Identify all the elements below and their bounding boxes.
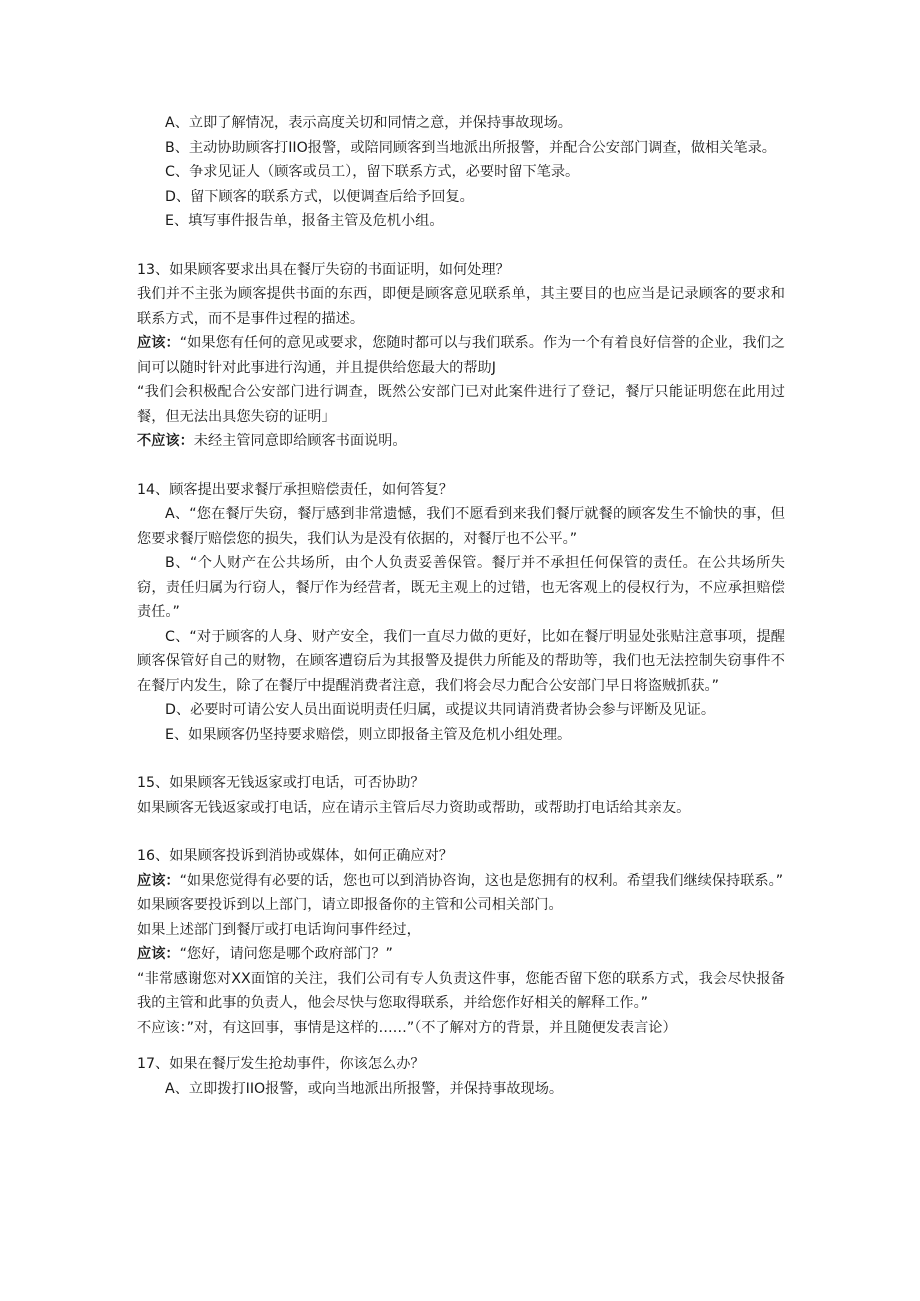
- s13-shouldnt-text: 未经主管同意即给顾客书面说明。: [193, 433, 407, 449]
- s13-quote2: “我们会积极配合公安部门进行调查，既然公安部门已对此案件进行了登记，餐厅只能证明您在此用过餐，但无法出具您失窃的证明」: [137, 384, 785, 425]
- s13-shouldnt: [137, 429, 785, 454]
- s13-body: 我们并不主张为顾客提供书面的东西，即便是顾客意见联系单，其主要目的也应当是记录顾客的要求和联系方式，而不是事件过程的描述。: [137, 286, 785, 327]
- s13-should-label: 应该：: [137, 335, 180, 351]
- s13-shouldnt-label: 不应该：: [137, 433, 194, 449]
- s16-should2-label: 应该：: [137, 946, 180, 962]
- s14-item-a: A、“您在餐厅失窃，餐厅感到非常遗憾，我们不愿看到来我们餐厅就餐的顾客发生不愉快的事，但您要求餐厅赔偿您的损失，我们认为是没有依据的，对餐厅也不公平。”: [137, 506, 785, 547]
- s13-should: [137, 331, 785, 380]
- s13-should-text: “如果您有任何的意见或要求，您随时都可以与我们联系。作为一个有着良好信誉的企业，我们之间可以随时针对此事进行沟通，并且提供给您最大的帮助J: [137, 335, 785, 376]
- s16-quote: “非常感谢您对XX面馆的关注，我们公司有专人负责这件事，您能否留下您的联系方式，我会尽快报备我的主管和此事的负责人，他会尽快与您取得联系，并给您作好相关的解释工作。”: [137, 970, 785, 1011]
- s14-heading: 14、顾客提出要求餐厅承担赔偿责任，如何答复？: [137, 481, 453, 498]
- s12-item-e: E、填写事件报告单，报备主管及危机小组。: [165, 213, 444, 229]
- s16-should2: [137, 942, 785, 967]
- s16-should: [137, 869, 785, 894]
- s12-item-d: D、留下顾客的联系方式，以便调查后给予回复。: [165, 188, 474, 205]
- document-content: [137, 111, 785, 1101]
- s16-should2-text: “您好，请问您是哪个政府部门？”: [179, 946, 393, 962]
- spacer: [137, 747, 785, 771]
- s15-body: 如果顾客无钱返家或打电话，应在请示主管后尽力资助或帮助，或帮助打电话给其亲友。: [137, 799, 691, 816]
- s16-line2: 如果顾客要投诉到以上部门，请立即报备你的主管和公司相关部门。: [137, 897, 563, 913]
- spacer: [137, 454, 785, 478]
- s16-should-text: “如果您觉得有必要的话，您也可以到消协咨询，这也是您拥有的权利。希望我们继续保持联系。”: [179, 872, 784, 889]
- s13-heading: 13、如果顾客要求出具在餐厅失窃的书面证明，如何处理？: [137, 261, 510, 278]
- s16-line3: 如果上述部门到餐厅或打电话询问事件经过，: [137, 921, 421, 938]
- s16-shouldnt: 不应该：”对，有这回事，事情是这样的……”（不了解对方的背景，并且随便发表言论）: [137, 1019, 677, 1036]
- spacer: [137, 234, 785, 258]
- s17-heading: 17、如果在餐厅发生抢劫事件，你该怎么办？: [137, 1056, 425, 1072]
- s14-item-d: D、必要时可请公安人员出面说明责任归属，或提议共同请消费者协会参与评断及见证。: [165, 702, 716, 718]
- s16-should-label: 应该：: [137, 872, 180, 889]
- s15-heading: 15、如果顾客无钱返家或打电话，可否协助？: [137, 775, 425, 791]
- s17-item-a: A、立即拨打IIO报警，或向当地派出所报警，并保持事故现场。: [165, 1080, 564, 1097]
- s12-item-a: A、立即了解情况，表示高度关切和同情之意，并保持事故现场。: [165, 115, 572, 131]
- s16-heading: 16、如果顾客投诉到消协或媒体，如何正确应对？: [137, 848, 453, 864]
- s14-item-b: B、“个人财产在公共场所，由个人负责妥善保管。餐厅并不承担任何保管的责任。在公共场所失窃，责任归属为行窃人，餐厅作为经营者，既无主观上的过错，也无客观上的侵权行为，不应承担赔偿责任。”: [137, 555, 785, 620]
- s14-item-e: E、如果顾客仍坚持要求赔偿，则立即报备主管及危机小组处理。: [165, 726, 572, 743]
- spacer: [137, 820, 785, 844]
- spacer: [137, 1040, 785, 1052]
- s14-item-c: C、“对于顾客的人身、财产安全，我们一直尽力做的更好，比如在餐厅明显处张贴注意事项，提醒顾客保管好自己的财物，在顾客遭窃后为其报警及提供力所能及的帮助等，我们也无法控制失窃事件不在餐厅内发生，除了在餐厅中提醒消费者注意，我们将会尽力配合公安部门早日将盗贼抓获。”: [137, 628, 785, 694]
- s12-item-c: C、争求见证人（顾客或员工），留下联系方式，必要时留下笔录。: [165, 164, 580, 180]
- s12-item-b: B、主动协助顾客打IIO报警，或陪同顾客到当地派出所报警，并配合公安部门调查，做相关笔录。: [165, 139, 776, 156]
